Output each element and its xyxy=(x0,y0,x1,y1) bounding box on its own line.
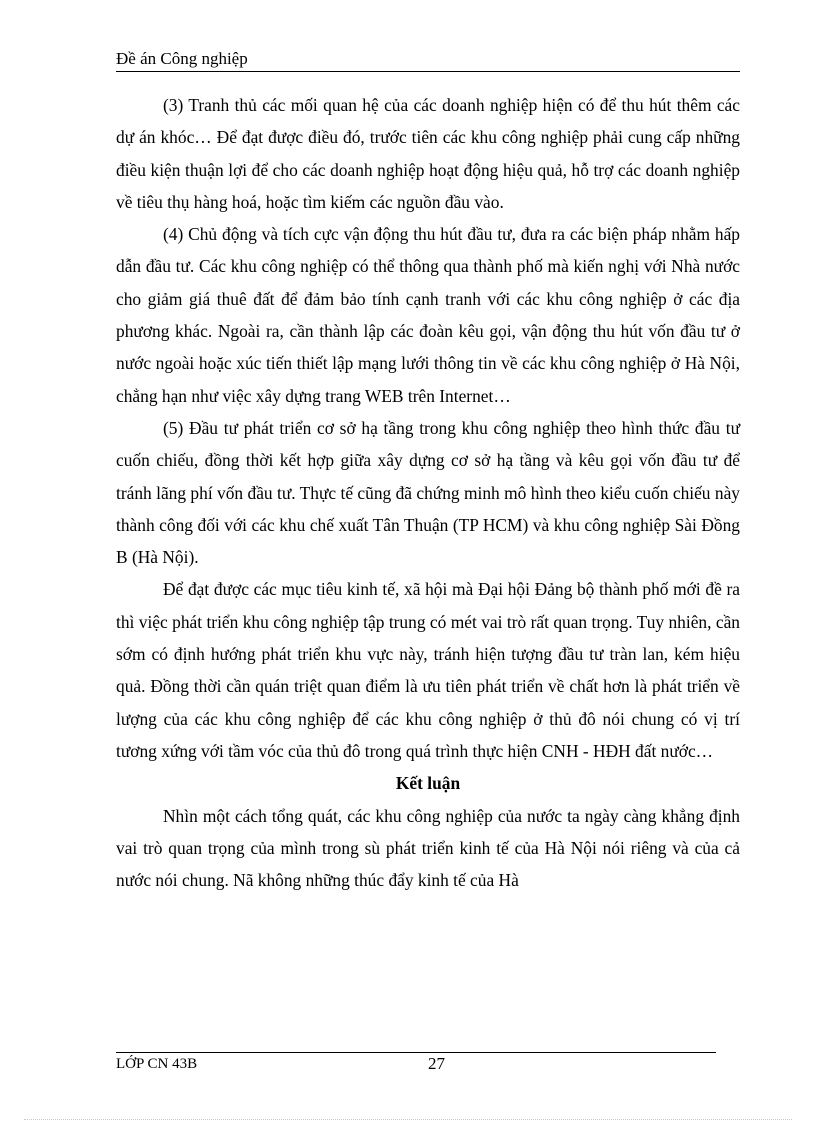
paragraph-3: (3) Tranh thủ các mối quan hệ của các doanh nghiệp hiện có để thu hút thêm các dự án khóc… Để đạt được điều đó, trước tiên các khu công nghiệp phải cung cấp những điều kiện thuận lợi để cho các doanh nghiệp hoạt động hiệu quả, hỗ trợ các doanh nghiệp về tiêu thụ hàng hoá, hoặc tìm kiếm các nguồn đầu vào. xyxy=(116,95,740,212)
page-edge-divider xyxy=(24,1119,792,1120)
page-number: 27 xyxy=(428,1054,445,1073)
footer-rule xyxy=(116,1052,716,1053)
paragraph-summary: Để đạt được các mục tiêu kinh tế, xã hội mà Đại hội Đảng bộ thành phố mới đề ra thì việc phát triển khu công nghiệp tập trung có mét vai trò rất quan trọng. Tuy nhiên, cần sớm có định hướng phát triển khu vực này, tránh hiện tượng đầu tư tràn lan, kém hiệu quả. Đồng thời cần quán triệt quan điểm là ưu tiên phát triển về chất hơn là phát triển về lượng của các khu công nghiệp để các khu công nghiệp ở thủ đô nói chung có vị trí tương xứng với tầm vóc của thủ đô trong quá trình thực hiện CNH - HĐH đất nước… xyxy=(116,579,740,761)
paragraph-4: (4) Chủ động và tích cực vận động thu hút đầu tư, đưa ra các biện pháp nhằm hấp dẫn đầu tư. Các khu công nghiệp có thể thông qua thành phố mà kiến nghị với Nhà nước cho giảm giá thuê đất để đảm bảo tính cạnh tranh với các khu công nghiệp ở các địa phương khác. Ngoài ra, cần thành lập các đoàn kêu gọi, vận động thu hút vốn đầu tư ở nước ngoài hoặc xúc tiến thiết lập mạng lưới thông tin về các khu công nghiệp ở Hà Nội, chẳng hạn như việc xây dựng trang WEB trên Internet… xyxy=(116,224,740,406)
footer-class-label: LỚP CN 43B xyxy=(116,1056,198,1072)
paragraph-conclusion: Nhìn một cách tổng quát, các khu công nghiệp của nước ta ngày càng khẳng định vai trò quan trọng của mình trong sù phát triển kinh tế của Hà Nội nói riêng và của cả nước nói chung. Nã không những thúc đẩy kinh tế của Hà xyxy=(116,805,740,891)
paragraph-5: (5) Đầu tư phát triển cơ sở hạ tầng trong khu công nghiệp theo hình thức đầu tư cuốn chiếu, đồng thời kết hợp giữa xây dựng cơ sở hạ tầng và kêu gọi vốn đầu tư để tránh lãng phí vốn đầu tư. Thực tế cũng đã chứng minh mô hình theo kiểu cuốn chiếu này thành công đối với các khu chế xuất Tân Thuận (TP HCM) và khu công nghiệp Sài Đồng B (Hà Nội). xyxy=(116,417,740,568)
section-heading: Kết luận xyxy=(395,773,461,794)
page-body xyxy=(116,89,740,896)
page-header: Đề án Công nghiệp xyxy=(116,48,740,72)
